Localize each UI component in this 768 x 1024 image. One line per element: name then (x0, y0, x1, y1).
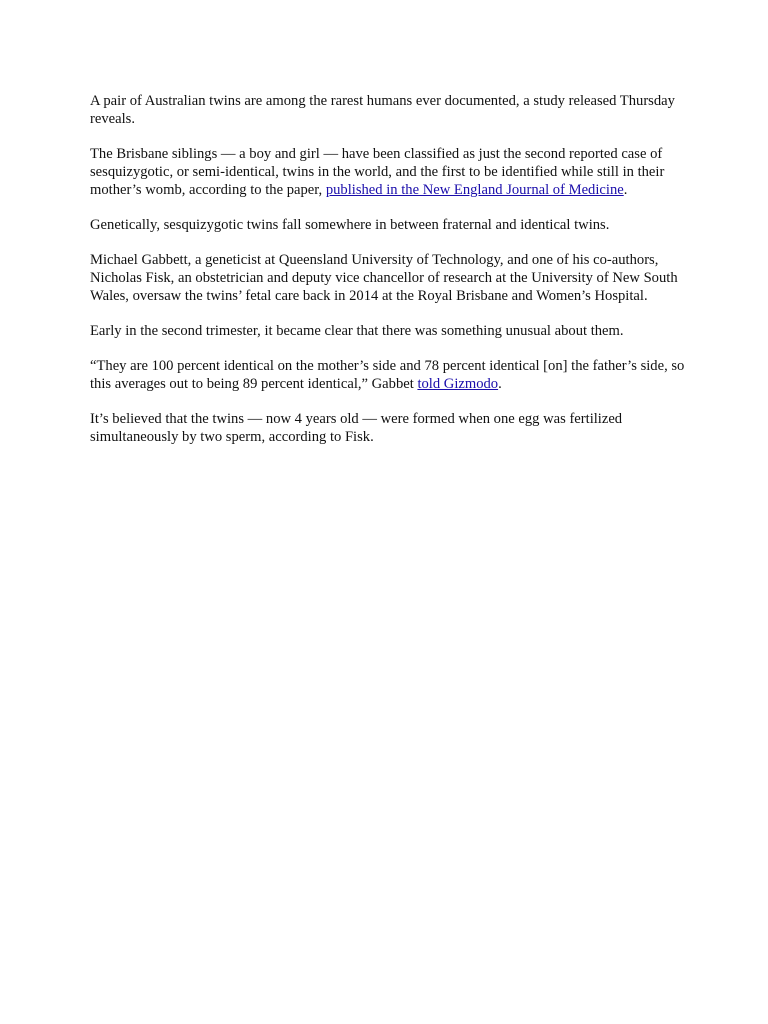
paragraph-trimester: Early in the second trimester, it became clear that there was something unusual about them. (90, 323, 624, 339)
paragraph-siblings-text: The Brisbane siblings — a boy and girl — have been classified as just the second reported case of sesquizygotic, or semi-identical, twins in the world, and the first to be identified while still in their mother’s womb, according to the paper, (90, 146, 665, 198)
paragraph-researchers: Michael Gabbett, a geneticist at Queensland University of Technology, and one of his co-authors, Nicholas Fisk, an obstetrician and deputy vice chancellor of research at the University of New South Wales, oversaw the twins’ fetal care back in 2014 at the Royal Brisbane and Women’s Hospital. (90, 252, 678, 304)
paragraph-siblings-end: . (623, 182, 628, 198)
paragraph-formation: It’s believed that the twins — now 4 years old — were formed when one egg was fertilized simultaneously by two sperm, according to Fisk. (90, 411, 623, 445)
paragraph-siblings (90, 145, 690, 199)
paragraph-quote-end: . (498, 376, 502, 392)
paragraph-quote (90, 357, 690, 393)
paragraph-genetics: Genetically, sesquizygotic twins fall somewhere in between fraternal and identical twins. (90, 217, 610, 233)
article-body (90, 92, 690, 463)
nejm-link[interactable]: published in the New England Journal of Medicine (325, 182, 624, 198)
paragraph-intro: A pair of Australian twins are among the rarest humans ever documented, a study released Thursday reveals. (90, 93, 675, 127)
gizmodo-link[interactable]: told Gizmodo (417, 376, 499, 392)
paragraph-quote-text: “They are 100 percent identical on the mother’s side and 78 percent identical [on] the father’s side, so this averages out to being 89 percent identical,” Gabbet (90, 358, 685, 392)
